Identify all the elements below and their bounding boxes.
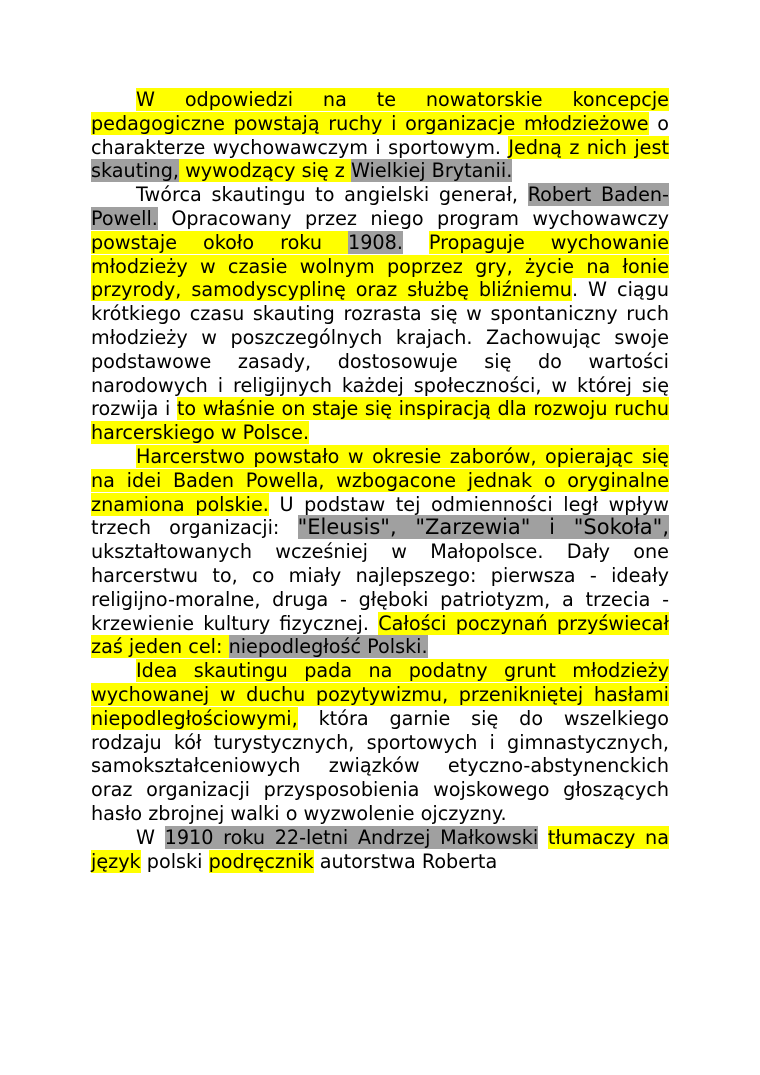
text-run — [403, 231, 429, 254]
highlight-gray: Wielkiej Brytanii. — [350, 159, 513, 183]
text-run: która garnie się do wszelkiego rodzaju kół turystycznych, sportowych i gimnastycznych, samokształceniowych związków etyczno-abstynenckich oraz organizacji przysposobienia wojskowego głoszących hasło zbrojnej walki o wyzwolenie ojczyzny. — [91, 706, 669, 825]
text-run — [538, 826, 548, 849]
text-run: polski — [140, 849, 209, 873]
document-body — [91, 88, 669, 873]
highlight-yellow: Całości poczynań przyświecał zaś jeden cel: — [91, 611, 669, 659]
highlight-gray: skauting, — [91, 159, 179, 183]
highlight-yellow: Jedną z nich jest — [508, 135, 669, 159]
highlight-gray: 1910 roku 22-letni Andrzej Małkowski — [164, 825, 539, 849]
paragraph-4 — [91, 659, 669, 826]
text-run: autorstwa Roberta — [313, 849, 498, 873]
highlight-yellow: wywodzący się z — [178, 159, 351, 183]
text-run: ukształtowanych wcześniej w Małopolsce. Dały one harcerstwu to, co miały najlepszego: pierwsza - ideały religijno-moralne, druga - głęboki patriotyzm, a trzecia - krzewienie kultury fizycznej. — [91, 540, 669, 635]
highlight-yellow: W odpowiedzi na te nowatorskie koncepcje pedagogiczne powstają ruchy i organizacje młodzieżowe — [91, 88, 669, 135]
highlight-yellow: podręcznik — [208, 849, 314, 873]
highlight-yellow: Idea skautingu pada na podatny grunt młodzieży wychowanej w duchu pozytywizmu, przenikniętej hasłami niepodległościowymi, — [91, 659, 669, 730]
paragraph-1 — [91, 88, 669, 183]
text-run: . W ciągu krótkiego czasu skauting rozrasta się w spontaniczny ruch młodzieży w poszczególnych krajach. Zachowując swoje podstawowe zasady, dostosowuje się do wartości narodowych i religijnych każdej społeczności, w której się rozwija i — [91, 278, 670, 421]
highlight-yellow: to właśnie on staje się inspiracją dla rozwoju ruchu harcerskiego w Polsce. — [91, 397, 670, 445]
text-run: o charakterze wychowawczym i sportowym. — [91, 111, 669, 159]
paragraph-2 — [91, 183, 669, 445]
text-run: Opracowany przez niego program wychowawczy — [157, 206, 669, 230]
highlight-gray: "Eleusis", "Zarzewia" i "Sokoła", — [297, 515, 670, 540]
highlight-gray: niepodległość Polski. — [228, 635, 428, 659]
highlight-yellow: powstaje około roku — [91, 230, 348, 254]
highlight-yellow: Propaguje wychowanie młodzieży w czasie wolnym poprzez gry, życie na łonie przyrody, samodyscyplinę oraz służbę bliźniemu — [91, 230, 670, 302]
text-run: Twórca skautingu to angielski generał, — [136, 183, 528, 207]
text-run: U podstaw tej odmienności legł wpływ trzech organizacji: — [91, 492, 669, 540]
paragraph-5 — [91, 826, 669, 874]
paragraph-3 — [91, 445, 669, 659]
highlight-yellow: tłumaczy na język — [91, 825, 669, 873]
highlight-gray: Robert Baden-Powell. — [91, 183, 669, 230]
highlight-gray: 1908. — [347, 230, 403, 254]
highlight-yellow: Harcerstwo powstało w okresie zaborów, opierając się na idei Baden Powella, wzbogacone jednak o oryginalne znamiona polskie. — [91, 444, 669, 516]
text-run: W — [136, 825, 165, 849]
